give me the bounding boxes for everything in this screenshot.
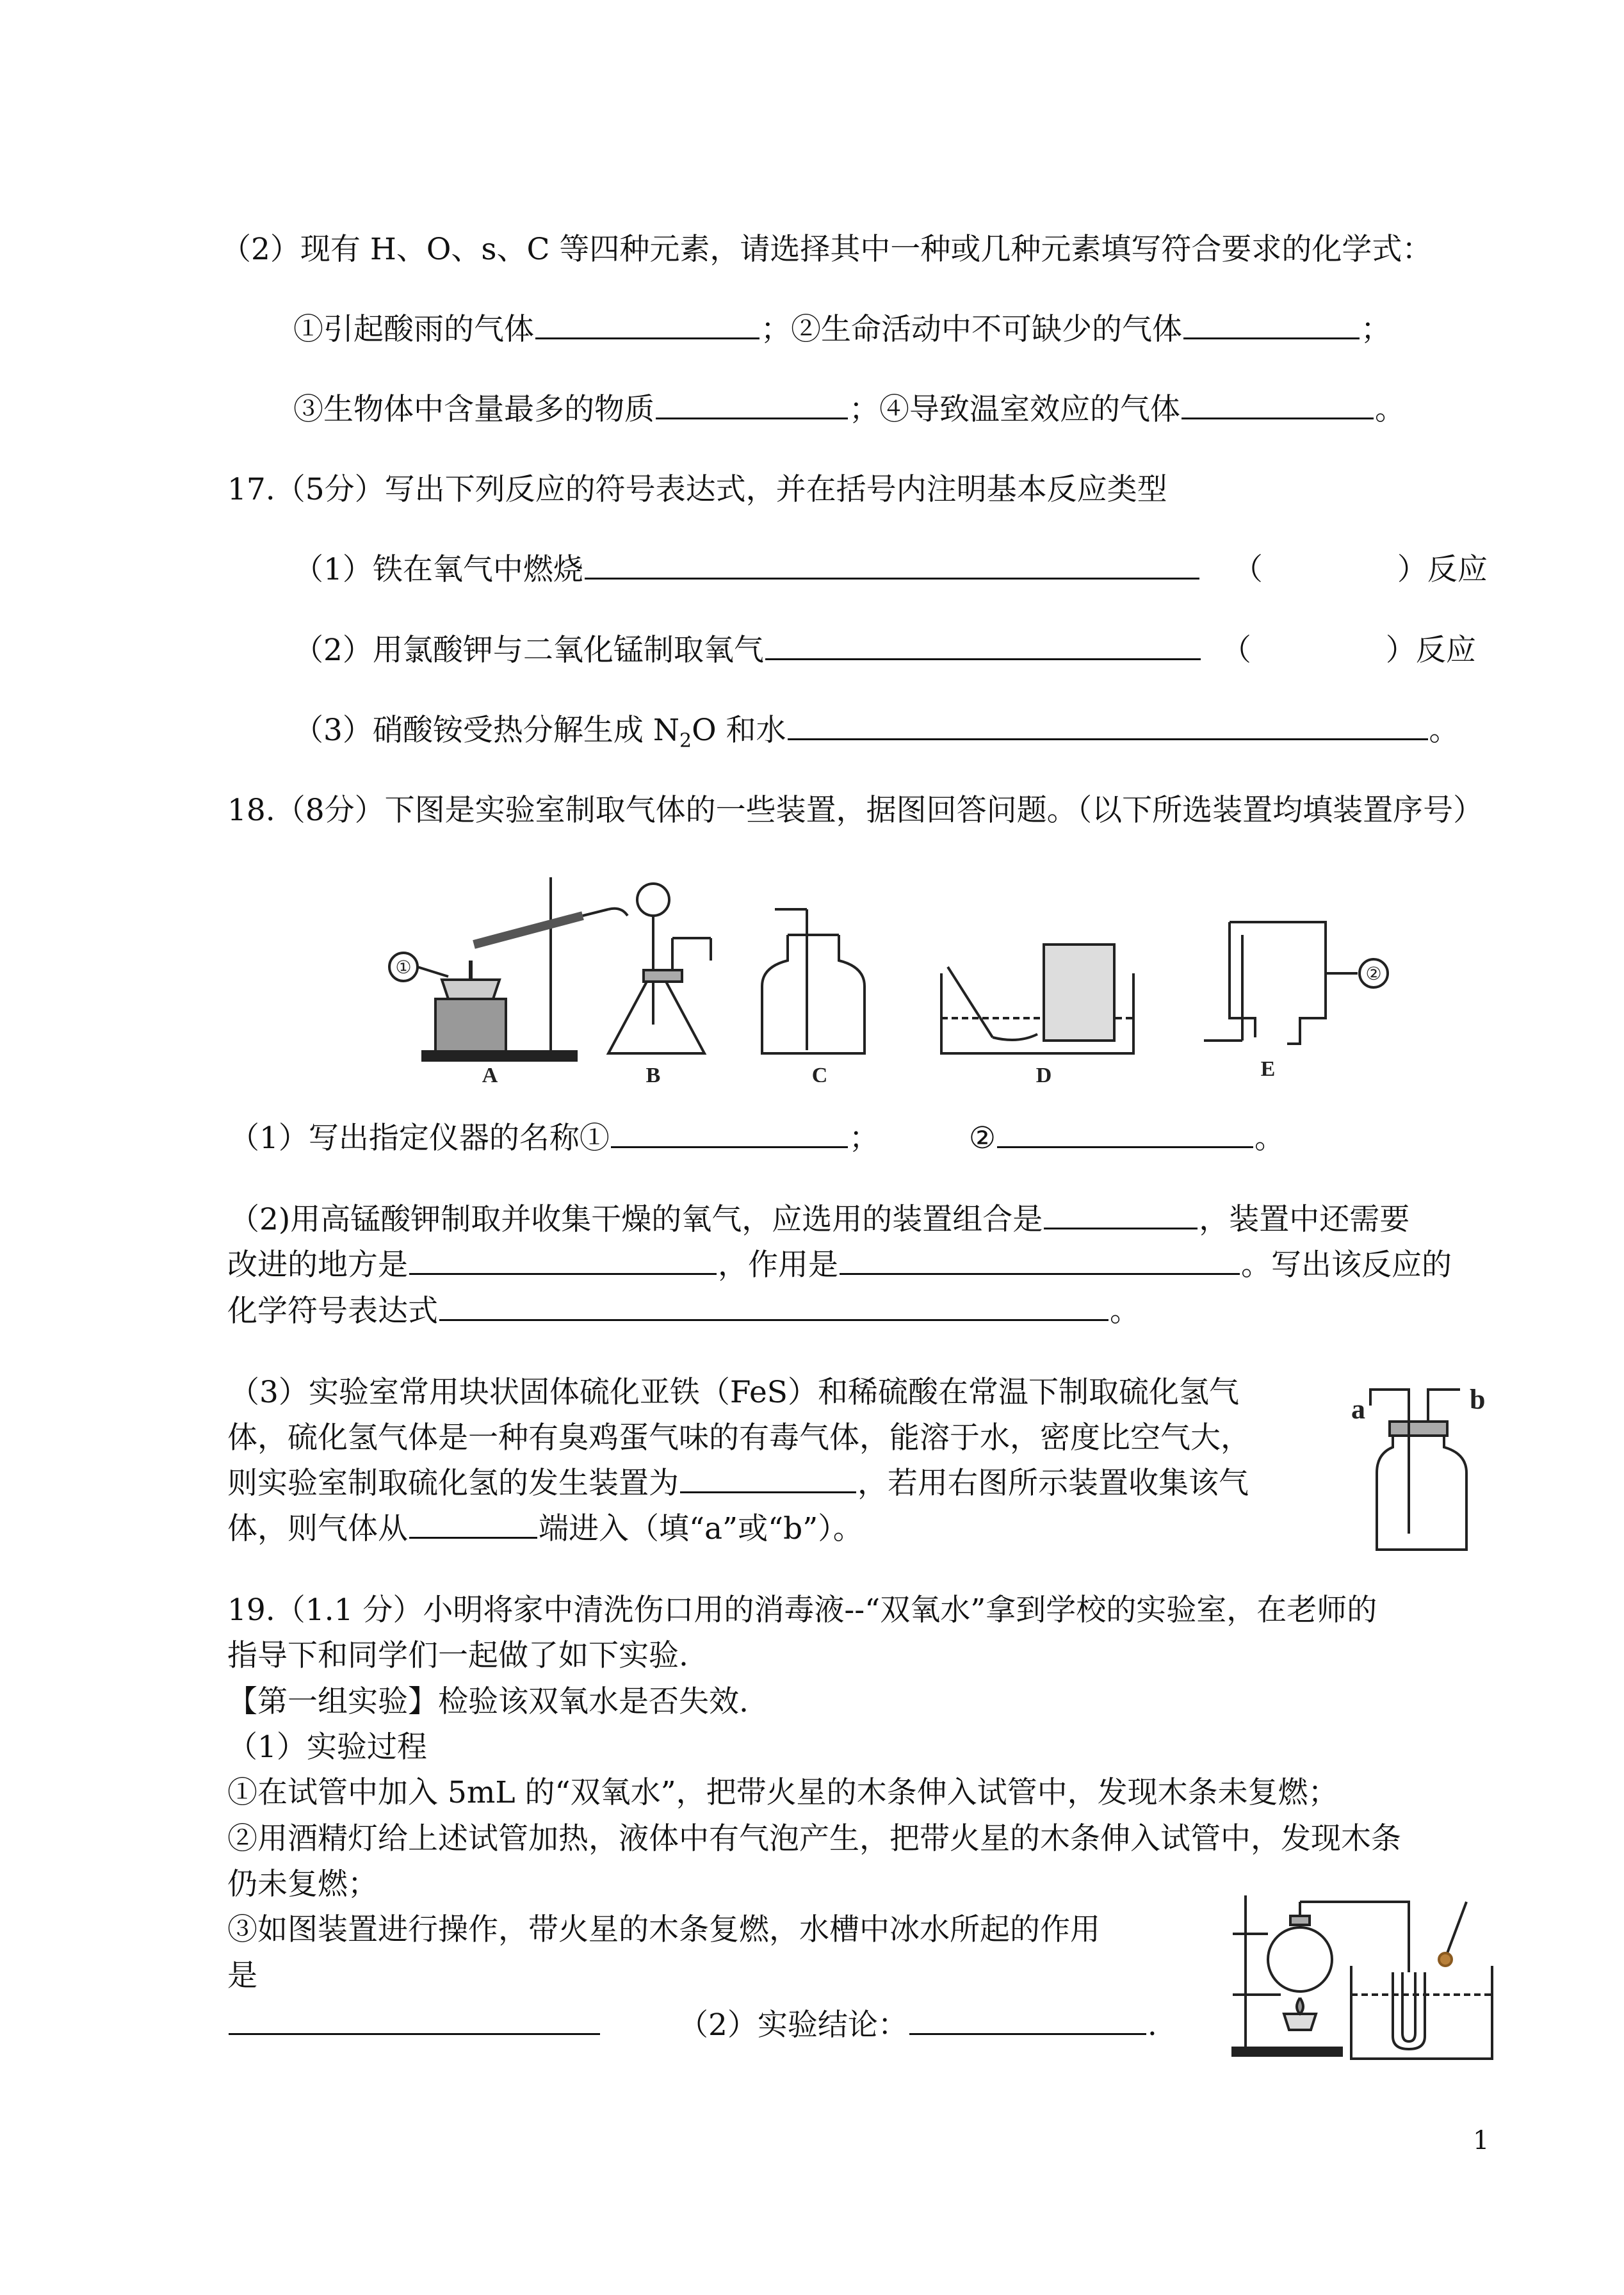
q18-p2-text-6: 化学符号表达式 [227,1293,438,1329]
q19-blank-2[interactable] [909,2007,1146,2035]
q18-p3-l3 [227,1466,1249,1502]
q18-p2-blank-4[interactable] [439,1293,1108,1321]
q16-item-2: ②生命活动中不可缺少的气体 [791,312,1182,347]
q19-l4: （1）实验过程 [227,1730,427,1765]
q19-l6: ②用酒精灯给上述试管加热，液体中有气泡产生，把带火星的木条伸入试管中，发现木条 [227,1821,1401,1856]
q19-end: . [1147,2007,1157,2043]
q18-stem: 18.（8分）下图是实验室制取气体的一些装置，据图回答问题。（以下所选装置均填装置序号） [227,793,1484,828]
q17-blank-3[interactable] [788,713,1428,740]
q18-p2-l2 [227,1247,1452,1283]
port-a-label: a [1351,1393,1365,1425]
q18-p3-text-3: 体，则气体从 [227,1511,408,1546]
q18-p2-l1 [229,1202,1409,1238]
q19-l10 [227,2007,1157,2043]
q18-p2-text-5: 。写出该反应的 [1241,1247,1452,1283]
apparatus-d [941,945,1133,1082]
q17-blank-1[interactable] [585,552,1199,580]
q19-l3: 【第一组实验】检验该双氧水是否失效. [227,1684,749,1719]
q18-p1-blank-2[interactable] [997,1121,1253,1148]
q19-blank-1[interactable] [229,2007,600,2035]
q16-blank-1[interactable] [535,312,759,339]
apparatus-c [762,909,865,1082]
q18-p2-blank-3[interactable] [840,1247,1240,1275]
q18-p3-blank-1[interactable] [680,1466,856,1493]
q16-stem: （2）现有 H、O、s、C 等四种元素，请选择其中一种或几种元素填写符合要求的化学式： [221,232,1433,267]
q17-item-2: （2）用氯酸钾与二氧化锰制取氧气 [293,633,764,668]
q17-paren-open-2: （ [1221,633,1251,668]
apparatus-b [608,884,711,1082]
marker-2: ② [1365,963,1382,984]
label-a: A [482,1064,498,1082]
q16-end-4: 。 [1375,392,1405,427]
q17-row-2 [293,633,1476,669]
q17-item-1: （1）铁在氧气中燃烧 [293,552,583,587]
q16-item-1: ①引起酸雨的气体 [293,312,534,347]
q18-p1-end: 。 [1255,1121,1285,1156]
q18-p1-blank-1[interactable] [611,1121,848,1148]
q18-p3-blank-2[interactable] [409,1511,537,1539]
q18-p3-text-1: 则实验室制取硫化氢的发生装置为 [227,1466,679,1501]
q17-stem: 17.（5分）写出下列反应的符号表达式，并在括号内注明基本反应类型 [227,472,1167,507]
q17-row-1 [293,552,1488,588]
q18-p1-text-a: （1）写出指定仪器的名称① [229,1121,610,1156]
q17-row-3 [293,713,1459,759]
label-d: D [1035,1064,1052,1082]
q18-p3-l1: （3）实验室常用块状固体硫化亚铁（FeS）和稀硫酸在常温下制取硫化氢气 [229,1375,1239,1410]
q18-p2-text-2: ，装置中还需要 [1199,1202,1410,1237]
q17-paren-close-2: ）反应 [1385,633,1476,668]
apparatus-figure [378,871,1415,1082]
q19-l2: 指导下和同学们一起做了如下实验. [227,1638,688,1673]
heating-apparatus-figure [1230,1889,1498,2062]
q17-paren-close-1: ）反应 [1397,552,1488,587]
q17-paren-open-1: （ [1232,552,1263,587]
q19-l9: 是 [227,1958,257,1993]
q18-p3-text-4: 端进入（填“a”或“b”）。 [539,1511,863,1546]
q18-p2-l3 [227,1293,1140,1329]
q19-l5: ①在试管中加入 5mL 的“双氧水”，把带火星的木条伸入试管中，发现木条未复燃； [227,1775,1338,1810]
q16-item-row-1 [293,312,1391,348]
label-b: B [646,1064,661,1082]
q17-item-3-pre: （3）硝酸铵受热分解生成 N [293,713,679,748]
q18-p2-text-4: ，作用是 [718,1247,838,1283]
q18-p2-text-1: （2)用高锰酸钾制取并收集干燥的氧气，应选用的装置组合是 [229,1202,1043,1237]
q16-blank-2[interactable] [1183,312,1360,339]
apparatus-a [389,877,628,1082]
q19-l7: 仍未复燃； [227,1867,378,1902]
q16-sep-2: ； [1361,312,1391,347]
port-b-label: b [1470,1384,1486,1415]
collection-bottle-figure [1332,1370,1505,1556]
q16-sep-1: ； [761,312,791,347]
q16-item-4: ④导致温室效应的气体 [879,392,1180,427]
label-c: C [811,1064,828,1082]
q18-p1 [229,1121,1285,1156]
q18-p2-blank-2[interactable] [409,1247,717,1275]
q18-p3-text-2: ，若用右图所示装置收集该气 [857,1466,1249,1501]
q16-sep-3: ； [849,392,879,427]
marker-1: ① [395,957,412,978]
q18-p1-text-b: ② [968,1121,996,1156]
q17-end-3: 。 [1429,713,1459,748]
page-number: 1 [1473,2126,1490,2155]
q18-p1-sep: ； [849,1121,879,1156]
q18-p2-blank-1[interactable] [1044,1202,1198,1229]
q18-p2-text-7: 。 [1110,1293,1140,1329]
q19-l8: ③如图装置进行操作，带火星的木条复燃，水槽中冰水所起的作用 [227,1912,1100,1947]
q17-item-3-sub: 2 [679,729,692,752]
q16-blank-4[interactable] [1181,392,1374,419]
q17-blank-2[interactable] [765,633,1201,660]
q16-blank-3[interactable] [656,392,848,419]
q19-conclusion-label: （2）实验结论： [678,2007,908,2043]
apparatus-e [1204,922,1388,1081]
q16-item-3: ③生物体中含量最多的物质 [293,392,654,427]
q19-l1: 19.（1.1 分）小明将家中清洗伤口用的消毒液--“双氧水”拿到学校的实验室，在老师的 [227,1593,1377,1628]
q18-p3-l4 [227,1511,863,1547]
q17-item-3-post: O 和水 [692,713,786,748]
q18-p3-l2: 体，硫化氢气体是一种有臭鸡蛋气味的有毒气体，能溶于水，密度比空气大， [227,1420,1251,1456]
q16-item-row-2 [293,392,1405,428]
q18-p2-text-3: 改进的地方是 [227,1247,408,1283]
label-e: E [1260,1057,1276,1081]
